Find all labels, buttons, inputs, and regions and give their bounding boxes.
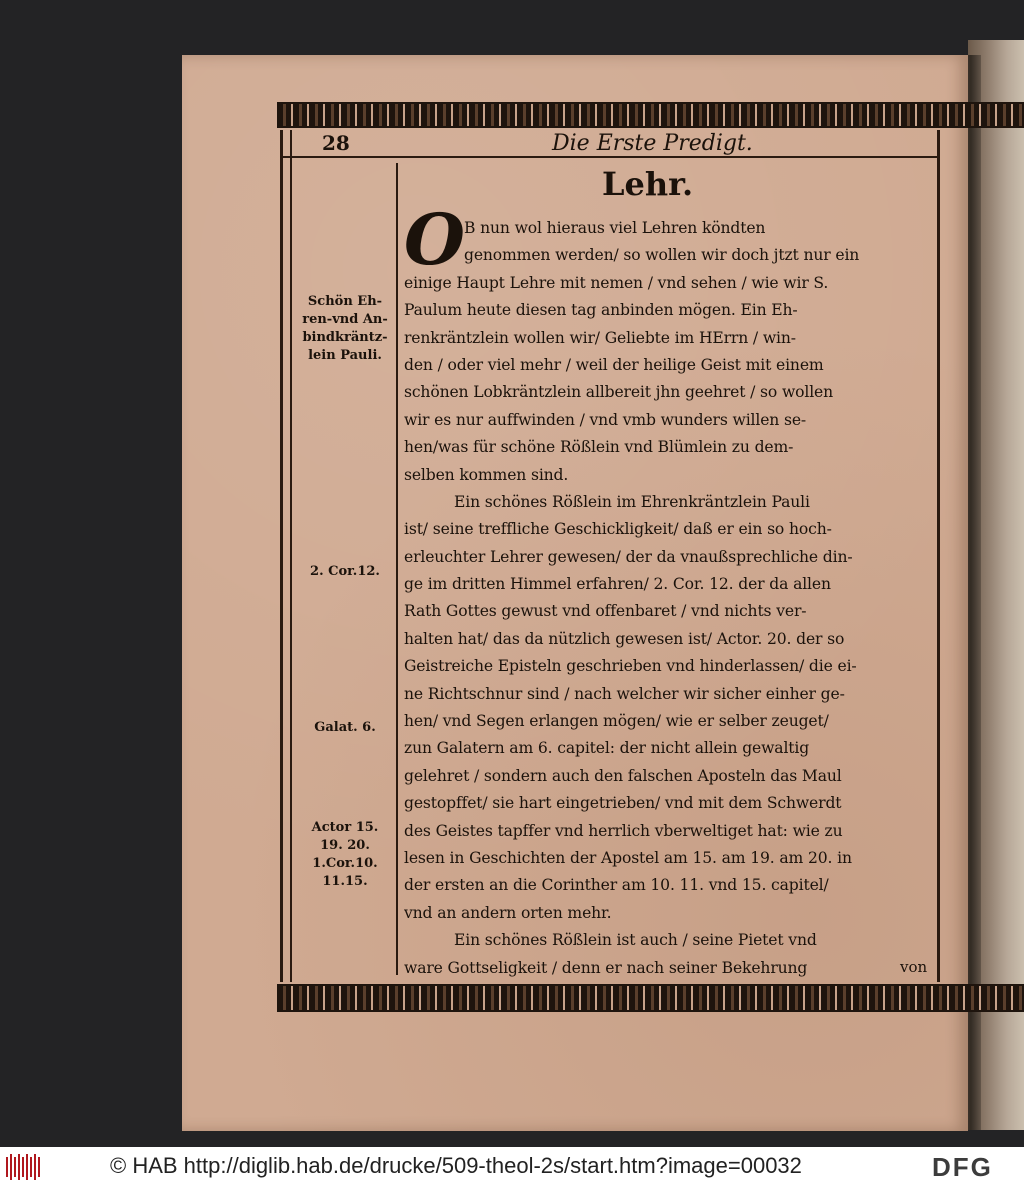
body-line: hen/ vnd Segen erlangen mögen/ wie er selber zeuget/ — [404, 712, 829, 731]
body-line: lesen in Geschichten der Apostel am 15. am 19. am 20. in — [404, 848, 852, 867]
body-line: Rath Gottes gewust vnd offenbaret / vnd nichts ver- — [404, 602, 807, 621]
page-number: 28 — [322, 131, 350, 155]
body-line: des Geistes tapffer vnd herrlich vberweltiget hat: wie zu — [404, 821, 843, 840]
catchword: von — [900, 958, 928, 976]
copyright-text: © HAB http://diglib.hab.de/drucke/509-theol-2s/start.htm?image=00032 — [110, 1153, 802, 1178]
margin-note-line: 19. 20. — [320, 838, 370, 853]
margin-note-line: Schön Eh- — [307, 294, 383, 309]
body-line: erleuchter Lehrer gewesen/ der da vnaußsprechliche din- — [404, 547, 853, 566]
body-line: wir es nur auffwinden / vnd vmb wunders willen se- — [404, 410, 807, 429]
margin-note-line: 2. Cor.12. — [310, 564, 380, 579]
margin-note-line: 11.15. — [322, 874, 368, 889]
body-line: ne Richtschnur sind / nach welcher wir sicher einher ge- — [404, 684, 845, 703]
body-line: zun Galatern am 6. capitel: der nicht allein gewaltig — [404, 739, 810, 758]
margin-note-line: bindkräntz- — [302, 330, 388, 345]
frame-left-inner-line — [290, 130, 292, 982]
body-line: genommen werden/ so wollen wir doch jtzt nur ein — [464, 246, 860, 265]
body-line: selben kommen sind. — [404, 465, 569, 484]
body-line: gestopffet/ sie hart eingetrieben/ vnd mit dem Schwerdt — [404, 794, 842, 813]
body-line: hen/was für schöne Rößlein vnd Blümlein zu dem- — [404, 438, 794, 457]
margin-note-actor — [294, 819, 396, 891]
body-line: B nun wol hieraus viel Lehren köndten — [464, 219, 766, 237]
body-text — [404, 215, 936, 982]
footer-bar — [0, 1147, 1024, 1187]
body-line: halten hat/ das da nützlich gewesen ist/ Actor. 20. der so — [404, 629, 845, 648]
body-line: gelehret / sondern auch den falschen Aposteln das Maul — [404, 766, 842, 785]
frame-left-line — [280, 130, 283, 982]
body-line: Ein schönes Rößlein ist auch / seine Pietet vnd — [454, 931, 817, 950]
body-line: ist/ seine treffliche Geschickligkeit/ daß er ein so hoch- — [404, 520, 832, 539]
book-page — [182, 55, 968, 1131]
header-rule — [280, 156, 940, 158]
body-line: Paulum heute diesen tag anbinden mögen. Ein Eh- — [404, 301, 798, 320]
margin-note-line: lein Pauli. — [308, 348, 382, 363]
margin-note-line: Galat. 6. — [314, 720, 376, 735]
body-line: ware Gottseligkeit / denn er nach seiner Bekehrung — [404, 958, 808, 977]
section-title: Lehr. — [602, 165, 694, 203]
body-line: vnd an andern orten mehr. — [404, 903, 612, 922]
body-line: schönen Lobkräntzlein allbereit jhn geehret / so wollen — [404, 383, 834, 402]
margin-note-line: Actor 15. — [311, 820, 379, 835]
margin-note-galat — [294, 719, 396, 737]
body-line: Geistreiche Episteln geschrieben vnd hinderlassen/ die ei- — [404, 657, 857, 676]
body-line: einige Haupt Lehre mit nemen / vnd sehen / wie wir S. — [404, 273, 829, 292]
top-ornament-border — [277, 102, 1024, 128]
margin-note-line: 1.Cor.10. — [312, 856, 378, 871]
hab-logo-icon — [6, 1154, 40, 1180]
body-line: renkräntzlein wollen wir/ Geliebte im HErrn / win- — [404, 328, 796, 347]
margin-note-schoen-ehren — [294, 293, 396, 365]
frame-right-line — [937, 130, 940, 982]
body-line: ge im dritten Himmel erfahren/ 2. Cor. 12. der da allen — [404, 575, 831, 594]
margin-divider-line — [396, 163, 398, 975]
body-line: Ein schönes Rößlein im Ehrenkräntzlein Pauli — [454, 492, 810, 511]
bottom-ornament-border — [277, 984, 1024, 1012]
margin-note-2-cor — [294, 563, 396, 581]
running-head: Die Erste Predigt. — [552, 131, 753, 156]
body-line: der ersten an die Corinther am 10. 11. vnd 15. capitel/ — [404, 876, 829, 895]
dfg-logo: DFG — [932, 1152, 993, 1182]
margin-note-line: ren-vnd An- — [302, 312, 388, 327]
page-header — [322, 131, 942, 155]
drop-cap: O — [404, 198, 465, 281]
body-line: den / oder viel mehr / weil der heilige Geist mit einem — [404, 355, 824, 374]
